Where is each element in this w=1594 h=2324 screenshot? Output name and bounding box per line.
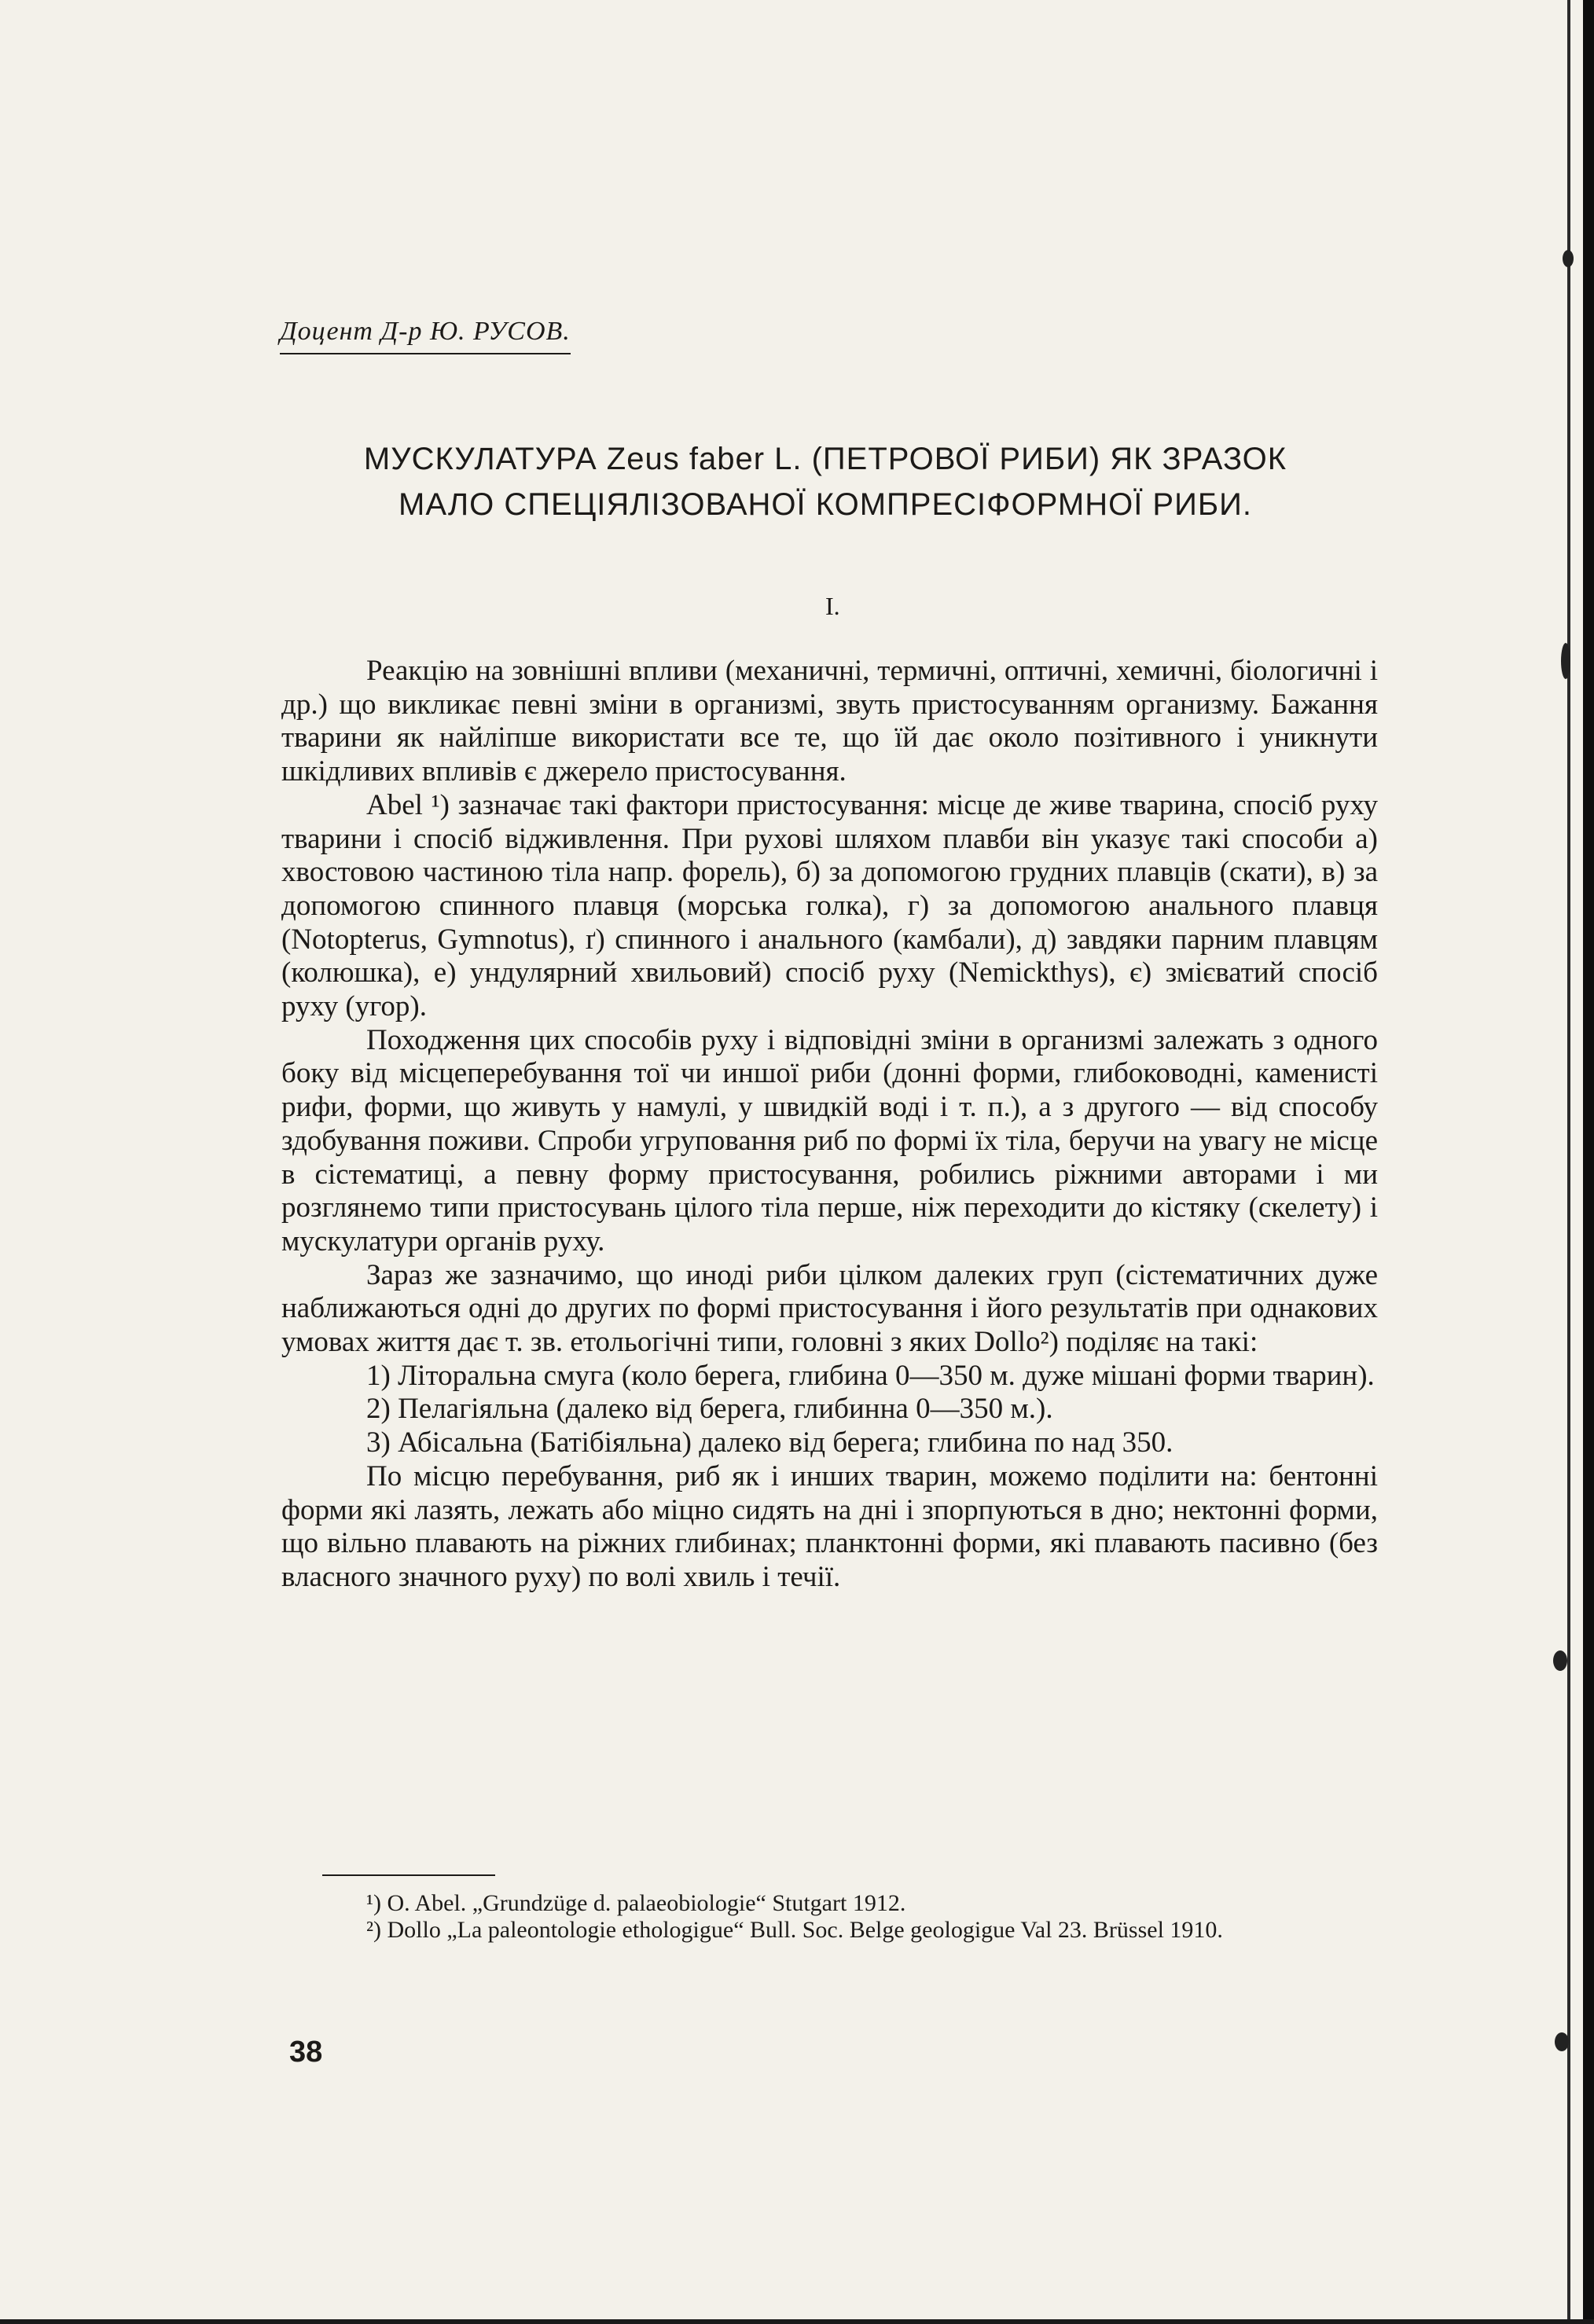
- binding-mark: [1563, 250, 1574, 267]
- paragraph: Abel ¹) зазначає такі фактори пристосування: місце де живе тварина, спосіб руху тварини і спосіб відживлення. При рухові шляхом плавби він указує такі способи а) хвостовою частиною тіла напр. форель), б) за допомогою грудних плавців (скати), в) за допомогою спинного плавця (морська голка), г) за допомогою анального плавця (Notopterus, Gymnotus), ґ) спинного і анального (камбали), д) завдяки парним плавцям (колюшка), е) ундулярний хвильовий) спосіб руху (Nemickthys), є) змієватий спосіб руху (угор).: [281, 788, 1378, 1023]
- scan-edge-line: [1567, 0, 1570, 2324]
- article-title: [267, 436, 1383, 527]
- binding-mark: [1561, 643, 1570, 679]
- list-item: 3) Абісальна (Батібіяльна) далеко від берега; глибина по над 350.: [366, 1426, 1173, 1459]
- binding-mark: [1555, 2032, 1569, 2051]
- scan-edge-right: [1583, 0, 1594, 2324]
- footnote: ²) Dollo „La paleontologie ethologigue“ Bull. Soc. Belge geologigue Val 23. Brüssel 1910.: [366, 1917, 1223, 1943]
- paragraph: По місцю перебування, риб як і инших тварин, можемо поділити на: бентонні форми які лазять, лежать або міцно сидять на дні і зпорпуються в дно; нектонні форми, що вільно плавають на ріжних глибинах; планктонні форми, які плавають пасивно (без власного значного руху) по волі хвиль і течії.: [281, 1459, 1378, 1593]
- footnote-divider: [322, 1874, 495, 1876]
- footnotes: [281, 1890, 1378, 1944]
- paragraph: Походження цих способів руху і відповідні зміни в организмі залежать з одного боку від місцеперебування тої чи иншої риби (донні форми, глибоководні, каменисті рифи, форми, що живуть у намулі, у швидкій воді і т. п.), а з другого — від способу здобування поживи. Спроби угруповання риб по формі їх тіла, беручи на увагу не місце в сістематиці, а певну форму пристосування, робились ріжними авторами і ми розглянемо типи пристосувань цілого тіла перше, ніж переходити до кістяку (скелету) і мускулатури органів руху.: [281, 1023, 1378, 1257]
- section-number: I.: [825, 592, 840, 620]
- article-body: [281, 655, 1378, 1595]
- list-item: 2) Пелагіяльна (далеко від берега, глибинна 0—350 м.).: [366, 1393, 1053, 1426]
- author-line: Доцент Д-р Ю. РУСОВ.: [280, 317, 571, 354]
- paragraph: Реакцію на зовнішні впливи (механичні, термичні, оптичні, хемичні, біологичні і др.) що викликає певні зміни в организмі, звуть пристосуванням организму. Бажання тварини як найліпше використати все те, що їй дає около позітивного і уникнути шкідливих впливів є джерело пристосування.: [281, 655, 1378, 788]
- page-number: 38: [289, 2036, 323, 2069]
- binding-mark: [1553, 1650, 1567, 1671]
- title-line-2: МАЛО СПЕЦІЯЛІЗОВАНОЇ КОМПРЕСІФОРМНОЇ РИБИ.: [398, 487, 1252, 522]
- footnote: ¹) O. Abel. „Grundzüge d. palaeobiologie“ Stutgart 1912.: [366, 1890, 906, 1916]
- list-item: 1) Літоральна смуга (коло берега, глибина 0—350 м. дуже мішані форми тварин).: [366, 1359, 1375, 1392]
- title-line-1: МУСКУЛАТУРА Zeus faber L. (ПЕТРОВОЇ РИБИ) ЯК ЗРАЗОК: [363, 442, 1287, 476]
- paragraph: Зараз же зазначимо, що иноді риби цілком далеких груп (сістематичних дуже наближаються одні до других по формі пристосування і його результатів при однакових умовах життя дає т. зв. етольогічні типи, головні з яких Dollo²) поділяє на такі:: [281, 1258, 1378, 1359]
- scan-edge-bottom: [0, 2319, 1594, 2324]
